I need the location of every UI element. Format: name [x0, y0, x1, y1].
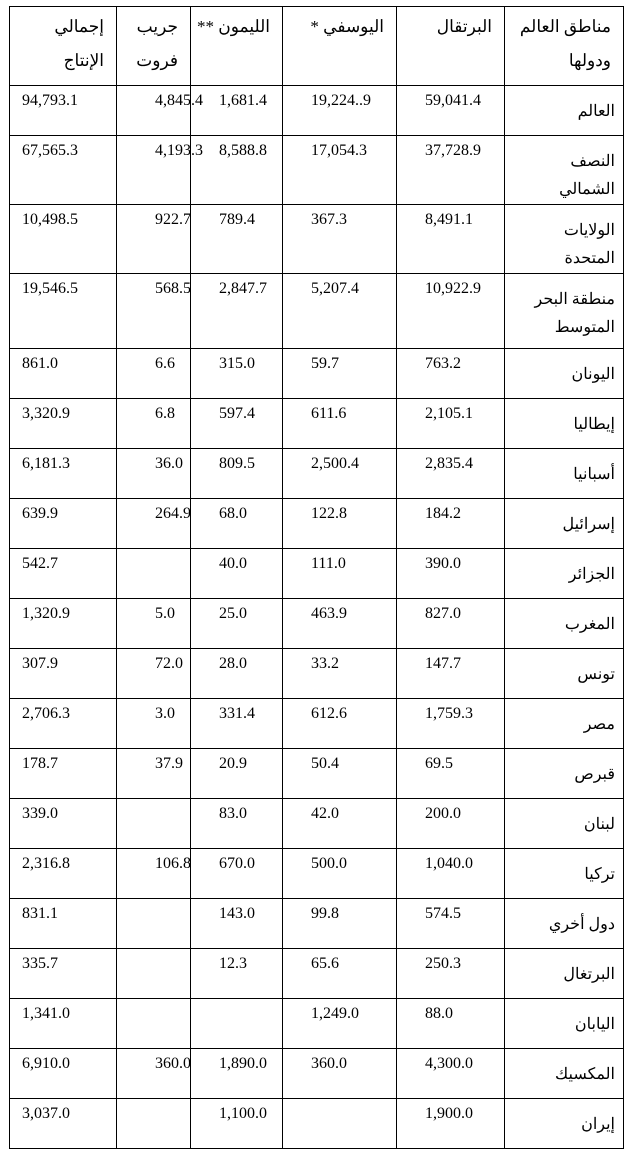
cell-region: النصف الشمالي: [505, 136, 624, 205]
cell-region: إيران: [505, 1099, 624, 1149]
cell-orange: 8,491.1: [397, 205, 505, 274]
cell-total: 2,706.3: [10, 699, 117, 749]
cell-total: 307.9: [10, 649, 117, 699]
cell-orange: 2,105.1: [397, 399, 505, 449]
cell-lemon: 670.0: [191, 849, 283, 899]
cell-mandarin: 611.6: [283, 399, 397, 449]
cell-lemon: 1,681.4: [191, 86, 283, 136]
header-region-line1: مناطق العالم: [519, 17, 611, 36]
table-row: [10, 599, 624, 649]
cell-lemon: 331.4: [191, 699, 283, 749]
cell-region: أسبانيا: [505, 449, 624, 499]
cell-lemon: 597.4: [191, 399, 283, 449]
cell-grapefruit: [117, 899, 191, 949]
cell-mandarin: 612.6: [283, 699, 397, 749]
cell-lemon: 68.0: [191, 499, 283, 549]
cell-region: قبرص: [505, 749, 624, 799]
cell-total: 542.7: [10, 549, 117, 599]
cell-grapefruit: 6.8: [117, 399, 191, 449]
cell-grapefruit: 5.0: [117, 599, 191, 649]
cell-lemon: 20.9: [191, 749, 283, 799]
cell-orange: 37,728.9: [397, 136, 505, 205]
cell-lemon: 83.0: [191, 799, 283, 849]
cell-orange: 763.2: [397, 349, 505, 399]
table-row: [10, 86, 624, 136]
cell-region: الجزائر: [505, 549, 624, 599]
cell-total: 19,546.5: [10, 274, 117, 349]
table-row: [10, 849, 624, 899]
table-row: [10, 499, 624, 549]
cell-mandarin: 33.2: [283, 649, 397, 699]
cell-orange: 69.5: [397, 749, 505, 799]
cell-mandarin: 5,207.4: [283, 274, 397, 349]
cell-mandarin: 42.0: [283, 799, 397, 849]
cell-grapefruit: 4,193.3: [117, 136, 191, 205]
cell-mandarin: 19,224..9: [283, 86, 397, 136]
cell-region: اليونان: [505, 349, 624, 399]
table-row: [10, 274, 624, 349]
cell-orange: 390.0: [397, 549, 505, 599]
cell-total: 831.1: [10, 899, 117, 949]
cell-region: منطقة البحر المتوسط: [505, 274, 624, 349]
cell-region: إسرائيل: [505, 499, 624, 549]
cell-grapefruit: [117, 1099, 191, 1149]
cell-lemon: 8,588.8: [191, 136, 283, 205]
cell-grapefruit: 36.0: [117, 449, 191, 499]
cell-orange: 10,922.9: [397, 274, 505, 349]
cell-grapefruit: 922.7: [117, 205, 191, 274]
cell-region: مصر: [505, 699, 624, 749]
table-row: [10, 136, 624, 205]
header-region-line2: ودولها: [568, 51, 611, 70]
table-row: [10, 449, 624, 499]
header-region: [505, 7, 624, 86]
table-row: [10, 899, 624, 949]
header-mandarin: اليوسفي *: [283, 7, 397, 86]
cell-orange: 59,041.4: [397, 86, 505, 136]
cell-lemon: 1,100.0: [191, 1099, 283, 1149]
cell-mandarin: 122.8: [283, 499, 397, 549]
table-row: [10, 549, 624, 599]
cell-lemon: 809.5: [191, 449, 283, 499]
cell-total: 10,498.5: [10, 205, 117, 274]
cell-grapefruit: [117, 549, 191, 599]
cell-total: 67,565.3: [10, 136, 117, 205]
cell-region: اليابان: [505, 999, 624, 1049]
cell-lemon: 25.0: [191, 599, 283, 649]
cell-total: 2,316.8: [10, 849, 117, 899]
cell-lemon: 315.0: [191, 349, 283, 399]
cell-grapefruit: 568.5: [117, 274, 191, 349]
cell-total: 178.7: [10, 749, 117, 799]
cell-orange: 1,759.3: [397, 699, 505, 749]
table-row: [10, 999, 624, 1049]
cell-region: المغرب: [505, 599, 624, 649]
cell-total: 94,793.1: [10, 86, 117, 136]
cell-orange: 1,900.0: [397, 1099, 505, 1149]
cell-mandarin: 99.8: [283, 899, 397, 949]
cell-grapefruit: 37.9: [117, 749, 191, 799]
cell-orange: 574.5: [397, 899, 505, 949]
cell-lemon: [191, 999, 283, 1049]
cell-total: 6,181.3: [10, 449, 117, 499]
cell-total: 335.7: [10, 949, 117, 999]
cell-total: 3,320.9: [10, 399, 117, 449]
cell-region: لبنان: [505, 799, 624, 849]
cell-mandarin: 59.7: [283, 349, 397, 399]
cell-orange: 147.7: [397, 649, 505, 699]
cell-region: البرتغال: [505, 949, 624, 999]
cell-total: 3,037.0: [10, 1099, 117, 1149]
header-total: إجمالي الإنتاج: [10, 7, 117, 86]
citrus-production-table: [9, 6, 624, 1149]
table-body: [10, 86, 624, 1149]
cell-mandarin: 17,054.3: [283, 136, 397, 205]
cell-orange: 250.3: [397, 949, 505, 999]
cell-region: العالم: [505, 86, 624, 136]
cell-total: 339.0: [10, 799, 117, 849]
cell-total: 639.9: [10, 499, 117, 549]
cell-grapefruit: 106.8: [117, 849, 191, 899]
cell-lemon: 1,890.0: [191, 1049, 283, 1099]
cell-lemon: 12.3: [191, 949, 283, 999]
cell-grapefruit: 264.9: [117, 499, 191, 549]
cell-region: المكسيك: [505, 1049, 624, 1099]
cell-grapefruit: 6.6: [117, 349, 191, 399]
header-grapefruit-line2: فروت: [136, 51, 178, 70]
cell-total: 1,341.0: [10, 999, 117, 1049]
cell-mandarin: 500.0: [283, 849, 397, 899]
cell-grapefruit: 360.0: [117, 1049, 191, 1099]
cell-grapefruit: 3.0: [117, 699, 191, 749]
cell-region: إيطاليا: [505, 399, 624, 449]
table-row: [10, 949, 624, 999]
cell-total: 1,320.9: [10, 599, 117, 649]
cell-orange: 88.0: [397, 999, 505, 1049]
cell-orange: 4,300.0: [397, 1049, 505, 1099]
cell-grapefruit: 4,845.4: [117, 86, 191, 136]
cell-mandarin: 50.4: [283, 749, 397, 799]
cell-region: تركيا: [505, 849, 624, 899]
cell-mandarin: 65.6: [283, 949, 397, 999]
cell-mandarin: 360.0: [283, 1049, 397, 1099]
cell-region: دول أخري: [505, 899, 624, 949]
table-row: [10, 1049, 624, 1099]
cell-grapefruit: [117, 949, 191, 999]
table-row: [10, 799, 624, 849]
cell-total: 861.0: [10, 349, 117, 399]
cell-lemon: 143.0: [191, 899, 283, 949]
cell-orange: 2,835.4: [397, 449, 505, 499]
cell-orange: 200.0: [397, 799, 505, 849]
cell-orange: 1,040.0: [397, 849, 505, 899]
cell-grapefruit: [117, 799, 191, 849]
cell-lemon: 2,847.7: [191, 274, 283, 349]
cell-orange: 827.0: [397, 599, 505, 649]
cell-mandarin: 111.0: [283, 549, 397, 599]
cell-orange: 184.2: [397, 499, 505, 549]
cell-region: تونس: [505, 649, 624, 699]
table-row: [10, 749, 624, 799]
cell-mandarin: 1,249.0: [283, 999, 397, 1049]
cell-mandarin: 463.9: [283, 599, 397, 649]
table-row: [10, 1099, 624, 1149]
cell-total: 6,910.0: [10, 1049, 117, 1099]
cell-lemon: 789.4: [191, 205, 283, 274]
table-header-row: [10, 7, 624, 86]
header-grapefruit-line1: جريب: [136, 17, 178, 36]
cell-lemon: 40.0: [191, 549, 283, 599]
header-orange: البرتقال: [397, 7, 505, 86]
cell-grapefruit: 72.0: [117, 649, 191, 699]
table-row: [10, 399, 624, 449]
header-lemon: الليمون **: [191, 7, 283, 86]
cell-mandarin: [283, 1099, 397, 1149]
cell-lemon: 28.0: [191, 649, 283, 699]
cell-mandarin: 2,500.4: [283, 449, 397, 499]
table-row: [10, 349, 624, 399]
cell-region: الولايات المتحدة: [505, 205, 624, 274]
table-row: [10, 649, 624, 699]
header-grapefruit: [117, 7, 191, 86]
cell-mandarin: 367.3: [283, 205, 397, 274]
cell-grapefruit: [117, 999, 191, 1049]
table-row: [10, 205, 624, 274]
table-row: [10, 699, 624, 749]
